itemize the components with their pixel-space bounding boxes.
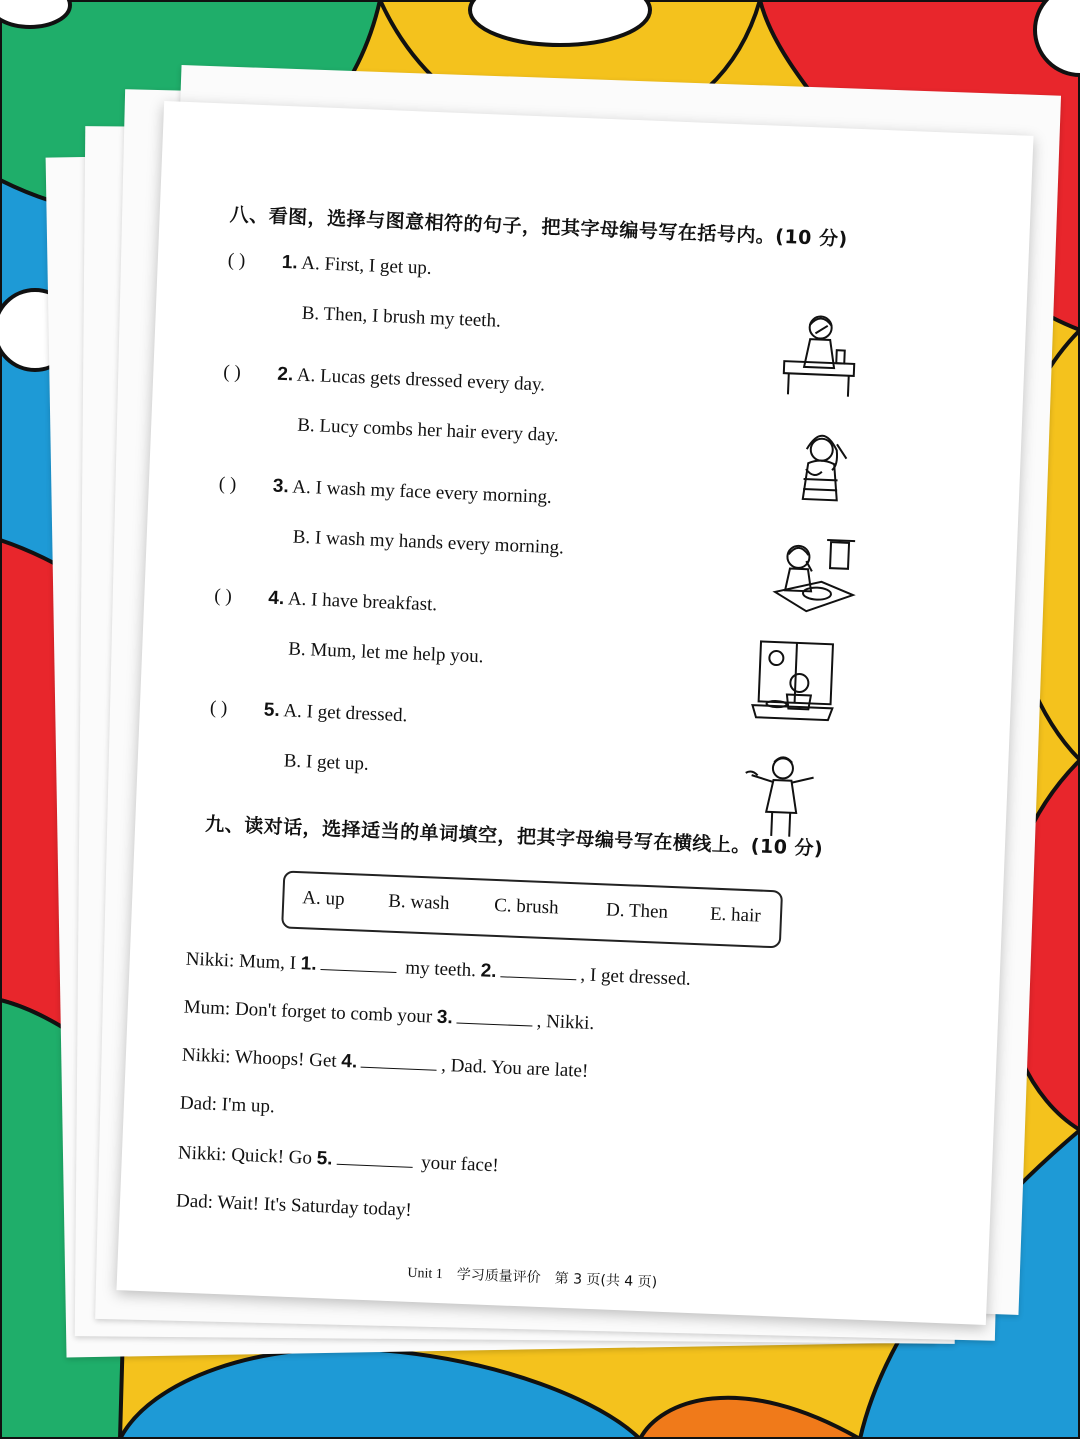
answer-bracket[interactable]: ( ) xyxy=(213,585,233,608)
dialogue-line: Dad: I'm up. xyxy=(179,1092,276,1118)
dialogue-line: Mum: Don't forget to comb your 3. , Nikki. xyxy=(183,996,595,1035)
question-4-option-b: B. Mum, let me help you. xyxy=(287,638,484,668)
section-9-heading: 九、读对话，选择适当的单词填空，把其字母编号写在横线上。(10 分) xyxy=(204,813,824,861)
word-option: A. up xyxy=(301,887,345,910)
worksheet-page xyxy=(116,101,1033,1325)
dialogue-line: Nikki: Quick! Go 5. your face! xyxy=(177,1142,500,1177)
dialogue-line: Dad: Wait! It's Saturday today! xyxy=(175,1190,413,1221)
question-5-option-a: 5. A. I get dressed. xyxy=(263,699,408,727)
dialogue-line: Nikki: Mum, I 1. my teeth. 2. , I get dressed. xyxy=(185,948,692,990)
girl-combing-hair-icon xyxy=(774,418,868,512)
question-5-option-b: B. I get up. xyxy=(283,750,370,775)
question-3-option-a: 3. A. I wash my face every morning. xyxy=(272,475,553,508)
word-option: E. hair xyxy=(709,903,762,927)
girl-washing-face-icon xyxy=(766,530,860,624)
girl-brushing-teeth-icon xyxy=(773,306,867,400)
section-8-heading: 八、看图，选择与图意相符的句子，把其字母编号写在括号内。(10 分) xyxy=(229,203,849,251)
answer-bracket[interactable]: ( ) xyxy=(227,249,246,272)
question-1-option-a: 1. A. First, I get up. xyxy=(281,251,433,279)
boy-having-breakfast-icon xyxy=(746,637,840,731)
word-bank-box xyxy=(281,870,783,948)
question-2-option-b: B. Lucy combs her hair every day. xyxy=(296,414,560,447)
answer-bracket[interactable]: ( ) xyxy=(218,473,237,496)
answer-blank[interactable] xyxy=(336,1163,412,1168)
question-3-option-b: B. I wash my hands every morning. xyxy=(292,526,565,559)
answer-blank[interactable] xyxy=(361,1066,437,1071)
word-option: D. Then xyxy=(605,899,669,923)
question-2-option-a: 2. A. Lucas gets dressed every day. xyxy=(276,363,546,396)
answer-blank[interactable] xyxy=(500,975,576,980)
answer-blank[interactable] xyxy=(320,968,396,973)
page-footer: Unit 1 学习质量评价 第 3 页(共 4 页) xyxy=(407,1265,658,1291)
answer-bracket[interactable]: ( ) xyxy=(209,697,228,720)
question-1-option-b: B. Then, I brush my teeth. xyxy=(301,302,502,332)
answer-bracket[interactable]: ( ) xyxy=(222,361,242,384)
question-4-option-a: 4. A. I have breakfast. xyxy=(267,587,438,616)
word-option: B. wash xyxy=(387,890,450,915)
answer-blank[interactable] xyxy=(457,1021,533,1026)
word-option: C. brush xyxy=(493,894,559,919)
dialogue-line: Nikki: Whoops! Get 4. , Dad. You are late! xyxy=(181,1044,589,1082)
